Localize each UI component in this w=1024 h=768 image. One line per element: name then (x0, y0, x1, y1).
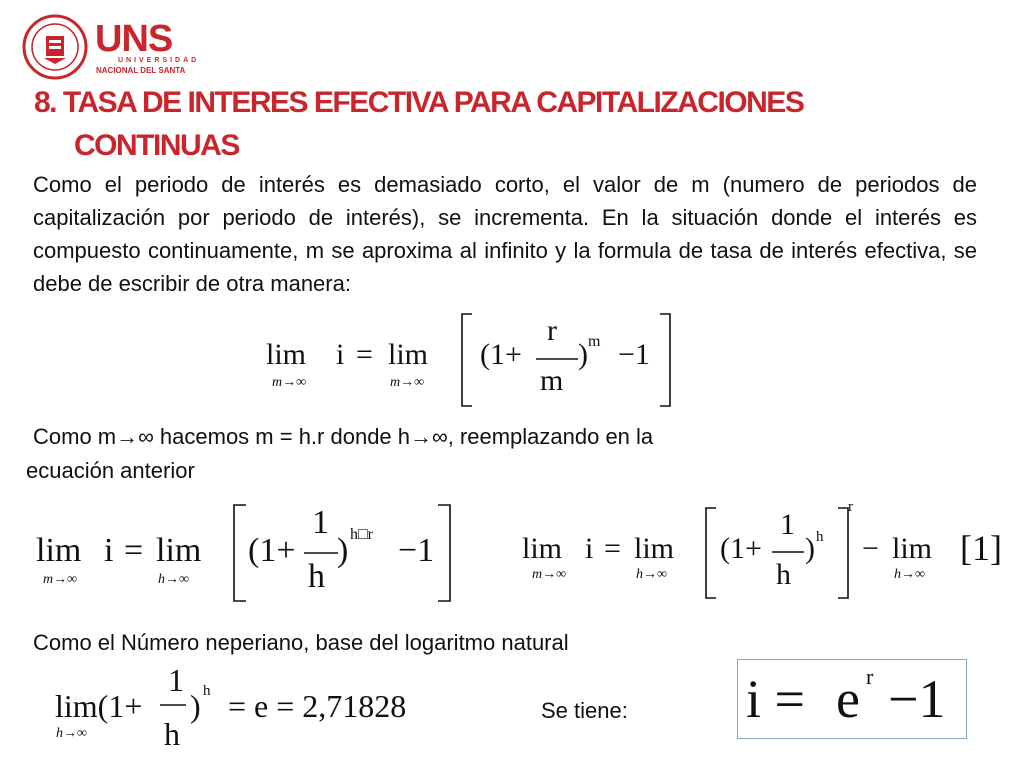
numerator-one: 1 (780, 508, 795, 541)
logo-wordmark: UNS (95, 18, 173, 60)
lim-subscript: h→∞ (636, 567, 667, 582)
lim-open-one-plus: lim(1+ (55, 688, 143, 724)
euler-value: = e = 2,71828 (228, 688, 407, 724)
university-seal-logo (22, 14, 88, 80)
lim-subscript: m→∞ (390, 375, 425, 390)
exponent-r: r (848, 499, 853, 515)
close-paren: ) (337, 532, 349, 569)
denominator-h: h (164, 716, 180, 752)
minus-one: −1 (618, 338, 650, 371)
var-i: i (336, 338, 345, 371)
open-paren-one-plus: (1+ (720, 532, 762, 565)
open-paren-one-plus: (1+ (480, 338, 522, 371)
result-i-equals: i = (746, 669, 805, 729)
close-paren: ) (190, 688, 201, 724)
numerator-r: r (547, 314, 557, 347)
result-exponent-r: r (866, 664, 874, 689)
lim-label: lim (36, 532, 82, 569)
minus-sign: − (862, 532, 879, 565)
open-paren-one-plus: (1+ (248, 532, 296, 569)
equals: = (124, 532, 144, 569)
intro-paragraph: Como el periodo de interés es demasiado corto, el valor de m (numero de periodos de capitalización por periodo de interés), se incrementa. En la situación donde el interés es compuesto continuamente, m se aproxima al infinito y la formula de tasa de interés efectiva, se debe de escribir de otra manera: (33, 172, 977, 296)
bracket-one: [1] (960, 528, 1002, 568)
lim-subscript: h→∞ (158, 572, 189, 587)
minus-one: −1 (398, 532, 435, 569)
slide-title-line1: 8. TASA DE INTERES EFECTIVA PARA CAPITALIZACIONES (34, 86, 804, 119)
close-paren: ) (578, 338, 588, 371)
denominator-m: m (540, 364, 564, 397)
lim-label: lim (634, 532, 675, 565)
substitution-text-2: ecuación anterior (26, 458, 195, 483)
exponent-m: m (588, 333, 601, 350)
var-i: i (585, 532, 594, 565)
equals: = (604, 532, 621, 565)
exponent-h: h (203, 683, 211, 699)
lim-subscript: m→∞ (43, 572, 78, 587)
lim-subscript: m→∞ (532, 567, 567, 582)
result-formula-box (737, 659, 967, 739)
lim-label: lim (522, 532, 563, 565)
equals: = (356, 338, 373, 371)
denominator-h: h (308, 558, 325, 595)
neperiano-text: Como el Número neperiano, base del logaritmo natural (33, 630, 569, 655)
exponent-hr: h□r (350, 526, 373, 543)
lim-label: lim (892, 532, 933, 565)
lim-subscript: h→∞ (894, 567, 925, 582)
numerator-one: 1 (312, 504, 329, 541)
logo-subtitle-2: NACIONAL DEL SANTA (96, 66, 186, 75)
se-tiene-label: Se tiene: (541, 698, 628, 723)
lim-label: lim (156, 532, 202, 569)
lim-label: lim (388, 338, 429, 371)
result-minus-one: −1 (888, 669, 946, 729)
denominator-h: h (776, 558, 791, 591)
substitution-text: Como m→∞ hacemos m = h.r donde h→∞, reemplazando en la (33, 424, 654, 449)
numerator-one: 1 (168, 662, 184, 698)
var-i: i (104, 532, 114, 569)
lim-label: lim (266, 338, 307, 371)
close-paren: ) (805, 532, 815, 565)
result-e: e (836, 669, 860, 729)
exponent-h: h (816, 529, 824, 545)
lim-subscript: h→∞ (56, 726, 87, 741)
logo-subtitle-1: UNIVERSIDAD (118, 57, 200, 64)
lim-subscript: m→∞ (272, 375, 307, 390)
slide-title-line2: CONTINUAS (74, 129, 239, 162)
